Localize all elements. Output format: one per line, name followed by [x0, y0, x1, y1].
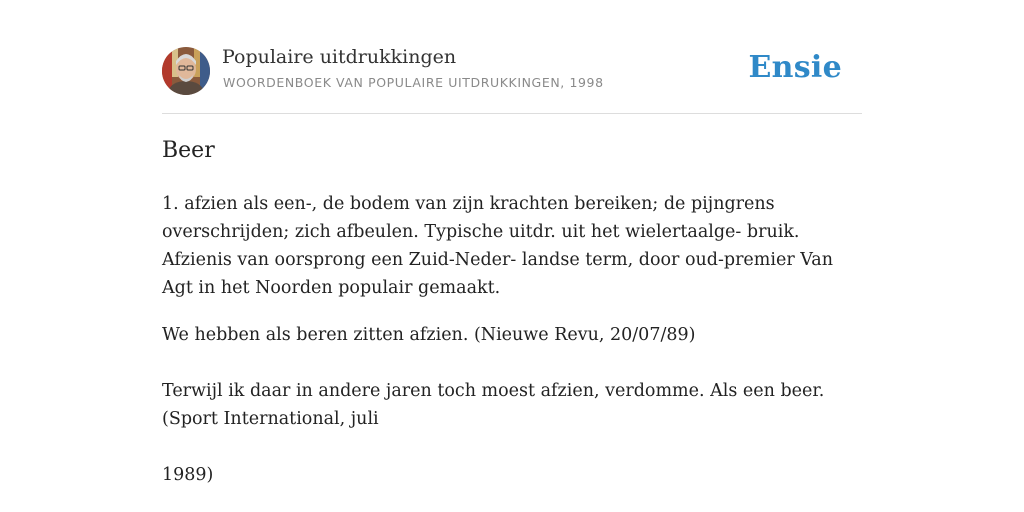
example-quote-1: We hebben als beren zitten afzien. (Nieuwe Revu, 20/07/89): [162, 325, 696, 345]
spacer: [162, 433, 862, 461]
header-divider: [162, 113, 862, 114]
entry-title: Beer: [162, 138, 215, 163]
source-subtitle: WOORDENBOEK VAN POPULAIRE UITDRUKKINGEN, 1998: [223, 75, 604, 90]
entry-header: [162, 46, 862, 96]
entry-definition: 1. afzien als een-, de bodem van zijn krachten bereiken; de pijngrens overschrijden; zich afbeulen. Typische uitdr. uit het wielertaalge- bruik. Afzienis van oorsprong een Zuid-Neder- landse term, door oud-premier Van Agt in het Noorden populair gemaakt.: [162, 194, 833, 298]
example-quote-2-end: 1989): [162, 465, 214, 485]
source-name[interactable]: Populaire uitdrukkingen: [222, 46, 457, 68]
example-quote-2: Terwijl ik daar in andere jaren toch moest afzien, verdomme. Als een beer. (Sport International, juli: [162, 381, 825, 429]
author-portrait-image: [162, 47, 210, 95]
spacer: [162, 349, 862, 377]
author-avatar[interactable]: [162, 47, 210, 95]
brand-logo[interactable]: Ensie: [748, 50, 842, 85]
entry-content: [162, 190, 862, 489]
